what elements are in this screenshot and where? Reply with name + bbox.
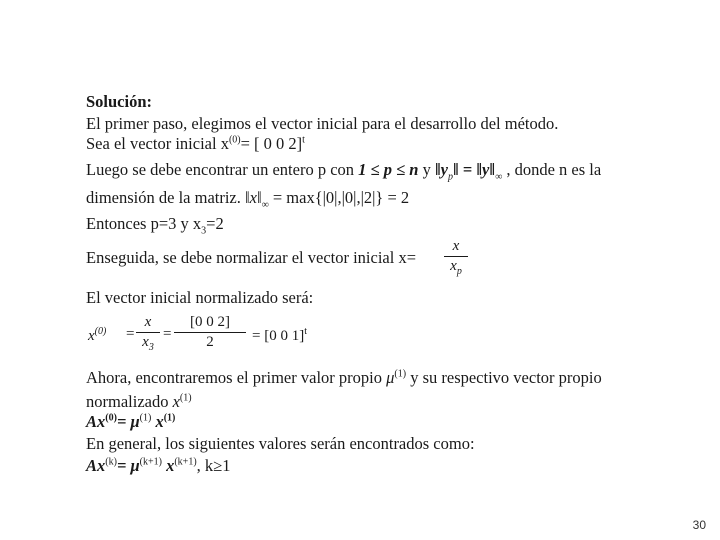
- eq-result: = [0 0 1]$^t$: [252, 326, 307, 344]
- line3-y: y: [422, 160, 431, 179]
- eq-fraction-2: [0 0 2] 2: [174, 314, 246, 351]
- normalized-vector-equation: [86, 314, 386, 364]
- line3-inf: ∞: [495, 171, 503, 183]
- line12-sup: (k): [105, 456, 117, 468]
- line3-norm: ‖y: [434, 160, 448, 179]
- text-line-5: [86, 214, 224, 236]
- line12-mu: = μ: [116, 456, 140, 475]
- line3-text-a: Luego se debe encontrar un entero p con: [86, 160, 355, 179]
- line2-text: Sea el vector inicial x: [86, 134, 229, 153]
- line8-mu: μ: [386, 368, 395, 387]
- line10-sup2: (1): [139, 412, 152, 424]
- line8-text-b: y su respectivo vector propio: [410, 368, 602, 387]
- text-line-3: [86, 160, 601, 182]
- line5-sub: 3: [201, 225, 207, 237]
- line3-sub-p: p: [447, 171, 453, 183]
- eq-x: $x^{(0)}$: [88, 326, 107, 344]
- line4-text-b: = max{|0|,|0|,|2|} = 2: [272, 188, 410, 207]
- text-line-2: [86, 134, 305, 154]
- solution-heading: Solución:: [86, 92, 153, 111]
- text-line-10: [86, 412, 175, 432]
- normalize-fraction: [444, 238, 468, 277]
- normalize-fraction-den: $x_p$: [450, 258, 462, 277]
- line8-mu-sup: (1): [394, 368, 407, 380]
- text-line-4: [86, 188, 409, 210]
- line8-text-a: Ahora, encontraremos el primer valor propio: [86, 368, 382, 387]
- line2-transpose: t: [302, 134, 305, 146]
- line12-sup2: (k+1): [139, 456, 162, 468]
- line12-text-d: , k≥1: [196, 456, 231, 475]
- line9-text: normalizado: [86, 392, 169, 411]
- line4-inf: ∞: [261, 199, 269, 211]
- line3-condition: 1 ≤ p ≤ n: [358, 160, 419, 179]
- line5-text-b: =2: [206, 214, 224, 233]
- slide-number: 30: [692, 518, 706, 532]
- eq-equals-2: =: [163, 326, 172, 342]
- line10-sup: (0): [105, 412, 117, 424]
- line2-sup: (0): [228, 134, 241, 146]
- line9-sup: (1): [179, 392, 192, 404]
- text-line-6: Enseguida, se debe normalizar el vector inicial x=: [86, 248, 417, 267]
- eq-equals-1: =: [126, 326, 135, 342]
- text-line-11: En general, los siguientes valores serán encontrados como:: [86, 434, 475, 453]
- line10-sup3: (1): [163, 412, 176, 424]
- line4-text-a: dimensión de la matriz.: [86, 188, 241, 207]
- line4-norm: ‖x‖: [245, 188, 262, 207]
- text-line-9: [86, 392, 192, 412]
- text-line-1: El primer paso, elegimos el vector inicial para el desarrollo del método.: [86, 114, 559, 133]
- line12-sup3: (k+1): [174, 456, 197, 468]
- line2-vector: = [ 0 0 2]: [240, 134, 303, 153]
- line12-ax: Ax: [86, 456, 106, 475]
- normalize-fraction-bar: [444, 256, 468, 257]
- text-line-8: [86, 368, 602, 388]
- line3-eq: ‖ = ‖y‖: [452, 160, 496, 179]
- line10-x: x: [155, 412, 164, 431]
- line9-x: x: [172, 392, 180, 411]
- line10-ax: Ax: [86, 412, 106, 431]
- line12-x: x: [166, 456, 175, 475]
- text-line-7: El vector inicial normalizado será:: [86, 288, 314, 307]
- line5-text: Entonces p=3 y x: [86, 214, 202, 233]
- line10-mu: = μ: [116, 412, 140, 431]
- line3-text-b: , donde n es la: [506, 160, 602, 179]
- normalize-fraction-num: x: [452, 238, 460, 254]
- text-line-12: [86, 456, 230, 476]
- eq-fraction-1: x $x_3$: [136, 314, 160, 353]
